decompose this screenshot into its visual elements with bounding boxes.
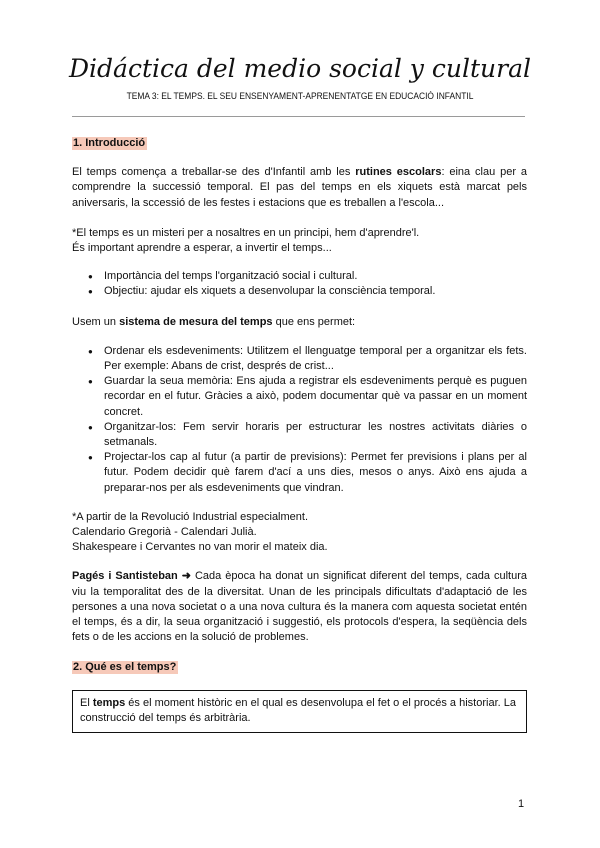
definition-box: El temps és el moment històric en el qual es desenvolupa el fet o el procés a historiar. La construcció del temps és arbitrària. <box>72 690 527 733</box>
list-item: ● Ordenar els esdeveniments: Utilitzem el llenguatge temporal per a organitzar els fets. Per exemple: Abans de crist, després de crist... <box>72 344 527 374</box>
measure-intro: Usem un sistema de mesura del temps que ens permet: <box>72 315 356 328</box>
section-1-heading: 1. Introducció <box>73 137 146 149</box>
note-esperar: És important aprendre a esperar, a invertir el temps... <box>72 242 332 255</box>
note-calendari: Calendario Gregorià - Calendari Julià. <box>72 526 257 539</box>
list-item: ● Projectar-los cap al futur (a partir de previsions): Permet fer previsions i plans per al futur. Podem decidir què farem d'ací a uns dies, mesos o anys. Això ens ajuda a preparar-nos per als esdeveniments que vindran. <box>72 450 527 496</box>
document-subtitle: TEMA 3: EL TEMPS. EL SEU ENSENYAMENT-APRENENTATGE EN EDUCACIÓ INFANTIL <box>126 91 474 102</box>
list-item: ● Organitzar-los: Fem servir horaris per estructurar les nostres activitats diàries o setmanals. <box>72 420 527 450</box>
note-revolucio: *A partir de la Revolució Industrial especialment. <box>72 510 309 523</box>
section-2-heading: 2. Qué es el temps? <box>73 661 177 674</box>
list-item: ● Guardar la seua memòria: Ens ajuda a registrar els esdeveniments perquè es puguen recordar en el futur. Gràcies a això, podem documentar què va passar en un moment concret. <box>72 374 527 420</box>
arrow-icon: ➜ <box>181 570 191 583</box>
author-name: Pagés i Santisteban <box>72 570 178 583</box>
intro-paragraph: El temps comença a treballar-se des d'Infantil amb les rutines escolars: eina clau per a comprendre la successió temporal. El pas del temps en els xiquets està marcat pels aniversaris, la sccessió de les festes i estacions que es treballen a l'escola... <box>72 166 527 209</box>
note-shakespeare: Shakespeare i Cervantes no van morir el mateix dia. <box>72 541 328 554</box>
author-paragraph: Pagés i Santisteban ➜ Cada època ha donat un significat diferent del temps, cada cultura viu la temporalitat des de la diversitat. Unan de les principals dificultats d'adaptació de les persones a una nova societat o a una nova cultura és la manera com aquesta societat entén el temps, és a dir, la seua organització i suggestió, els protocols d'espera, la seqüència dels fets o de les accions en la solució de problemes. <box>72 570 527 644</box>
header-divider <box>72 116 525 117</box>
document-body <box>72 136 527 733</box>
bullet-list-2 <box>72 344 527 496</box>
bullet-list-1 <box>72 269 527 299</box>
note-misteri: *El temps es un misteri per a nosaltres en un principi, hem d'aprendre'l. <box>72 226 420 239</box>
list-item: ● Objectiu: ajudar els xiquets a desenvolupar la consciència temporal. <box>72 284 527 299</box>
list-item: ● Importància del temps l'organització social i cultural. <box>72 269 527 284</box>
page-number: 1 <box>518 798 525 810</box>
document-title: Didáctica del medio social y cultural <box>69 54 531 83</box>
